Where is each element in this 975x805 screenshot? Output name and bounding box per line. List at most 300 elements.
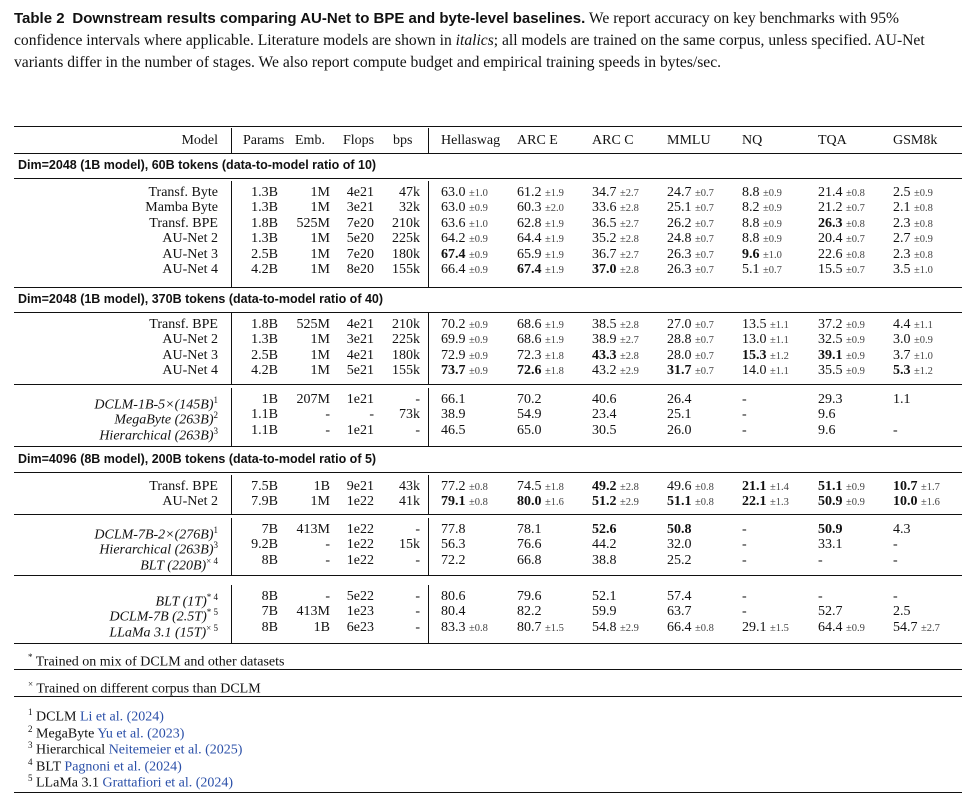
row-model-footnote: × 5 — [206, 622, 218, 633]
row-model: MegaByte $(263B)^2$ — [114, 410, 218, 429]
score-cell — [517, 363, 564, 380]
score-value: 13.0 — [742, 332, 767, 348]
table-rule — [14, 153, 962, 154]
caption-italics-word: italics — [455, 32, 494, 49]
score-cell — [441, 262, 488, 279]
reference-name: BLT — [36, 759, 61, 775]
score-ci: ±1.6 — [545, 497, 564, 509]
score-value: 54.8 — [592, 619, 617, 635]
row-emb: 1M — [310, 332, 330, 348]
table-row — [0, 604, 975, 626]
score-ci: ±0.8 — [914, 249, 933, 261]
score-value: - — [893, 589, 898, 604]
table-rule — [14, 696, 962, 697]
footnote-note — [28, 649, 284, 671]
score-cell — [441, 407, 466, 423]
score-value: 46.5 — [441, 422, 466, 438]
score-cell — [441, 537, 466, 553]
score-value: 26.4 — [667, 392, 692, 407]
score-value: 54.7 — [893, 619, 918, 635]
row-params: 7B — [261, 604, 278, 620]
score-value: 34.7 — [592, 185, 617, 200]
score-cell — [441, 363, 488, 380]
reference-number: 5 — [28, 773, 33, 783]
score-cell — [893, 494, 940, 511]
row-model-footnote: 3 — [213, 540, 218, 551]
score-value: 15.5 — [818, 262, 843, 277]
row-params: 2.5B — [251, 347, 278, 363]
score-ci: ±2.9 — [620, 366, 639, 378]
score-value: - — [818, 589, 823, 604]
score-value: 64.4 — [517, 231, 542, 247]
row-model: DCLM-$7B-2\times(276B)^1$ — [94, 525, 218, 543]
score-cell — [818, 392, 843, 408]
score-ci: ±1.0 — [469, 218, 488, 230]
row-flops: 4e21 — [346, 185, 374, 200]
score-value: 26.3 — [667, 262, 692, 277]
score-value: 26.0 — [667, 422, 692, 438]
score-cell — [893, 392, 911, 408]
score-cell — [517, 392, 542, 408]
score-ci: ±0.7 — [846, 234, 865, 246]
column-separator — [231, 388, 232, 446]
row-flops: 4e21 — [346, 317, 374, 332]
score-ci: ±1.7 — [921, 482, 940, 493]
score-value: 35.5 — [818, 363, 843, 379]
score-value: 38.9 — [441, 407, 466, 423]
score-value: 50.9 — [818, 522, 843, 537]
score-value: 66.1 — [441, 392, 466, 407]
table-rule — [14, 384, 962, 385]
table-row — [0, 522, 975, 543]
score-value: 51.1 — [667, 494, 692, 510]
score-ci: ±0.9 — [469, 234, 488, 246]
row-emb: 1B — [313, 619, 330, 635]
row-bps: 225k — [392, 332, 420, 348]
score-ci: ±0.7 — [695, 203, 714, 215]
score-ci: ±0.9 — [846, 366, 865, 378]
row-emb: 1B — [313, 479, 330, 494]
table-row — [0, 332, 975, 348]
score-cell — [517, 620, 564, 637]
score-value: 72.6 — [517, 363, 542, 379]
row-flops: 7e20 — [346, 246, 374, 262]
table-row — [0, 363, 975, 379]
score-cell — [592, 537, 617, 553]
table-row — [0, 185, 975, 201]
row-emb: 413M — [296, 522, 330, 537]
score-value: 72.2 — [441, 552, 466, 568]
score-cell — [893, 262, 933, 279]
table-row — [0, 348, 975, 364]
reference-number: 2 — [28, 723, 33, 734]
score-cell — [742, 604, 747, 620]
score-ci: ±1.9 — [545, 335, 564, 347]
row-emb: - — [325, 537, 330, 553]
score-ci: ±0.9 — [914, 188, 933, 199]
score-value: 33.1 — [818, 537, 843, 553]
score-ci: ±1.9 — [545, 218, 564, 230]
row-bps: 15k — [399, 537, 420, 553]
row-params: 1.8B — [251, 215, 278, 231]
row-model: LLaMa 3.1 $(15T)^{\times 5}$ — [109, 622, 218, 641]
score-ci: ±0.7 — [846, 203, 865, 215]
score-value: 66.4 — [441, 262, 466, 277]
score-ci: ±2.8 — [620, 320, 639, 331]
row-emb: - — [325, 407, 330, 423]
score-ci: ±0.7 — [695, 366, 714, 378]
score-value: 72.9 — [441, 347, 466, 363]
score-ci: ±2.9 — [620, 622, 639, 634]
section-title: Dim=2048 (1B model), 370B tokens (data-to-model ratio of 40) — [18, 292, 384, 306]
score-cell — [517, 522, 542, 538]
row-params: 1.3B — [251, 185, 278, 200]
row-params: 2.5B — [251, 246, 278, 262]
score-value: 67.4 — [517, 262, 542, 277]
score-value: 39.1 — [818, 347, 843, 363]
row-model-footnote: × 4 — [206, 555, 218, 566]
score-value: 21.4 — [818, 185, 843, 200]
score-value: 23.4 — [592, 407, 617, 423]
score-value: 9.6 — [818, 407, 836, 423]
score-ci: ±0.7 — [695, 335, 714, 347]
row-model: Transf. BPE — [149, 215, 218, 231]
score-cell — [893, 522, 911, 538]
table-rule — [14, 472, 962, 473]
score-ci: ±0.7 — [695, 350, 714, 362]
score-cell — [441, 392, 466, 408]
score-value: - — [742, 522, 747, 537]
row-emb: 1M — [310, 363, 330, 379]
score-value: 80.0 — [517, 494, 542, 510]
score-value: - — [742, 552, 747, 568]
row-bps: 41k — [399, 494, 420, 510]
score-ci: ±1.6 — [921, 497, 940, 509]
row-bps: 155k — [392, 262, 420, 277]
row-bps: - — [415, 552, 420, 568]
score-cell — [592, 423, 617, 439]
score-cell — [667, 392, 692, 408]
score-cell — [667, 423, 692, 439]
score-ci: ±1.9 — [545, 234, 564, 246]
row-flops: 1e22 — [346, 494, 374, 510]
column-separator — [231, 181, 232, 287]
row-emb: - — [325, 422, 330, 438]
score-value: 52.1 — [592, 589, 617, 604]
score-value: 60.3 — [517, 200, 542, 216]
score-value: 8.8 — [742, 185, 760, 200]
row-model-footnote: 3 — [213, 425, 218, 436]
score-ci: ±2.7 — [921, 622, 940, 634]
score-value: 61.2 — [517, 185, 542, 200]
row-bps: 210k — [392, 215, 420, 231]
row-emb: - — [325, 589, 330, 604]
header-benchmark: TQA — [818, 133, 847, 148]
score-value: 43.3 — [592, 347, 617, 363]
score-value: 28.8 — [667, 332, 692, 348]
reference-number: 1 — [28, 707, 33, 717]
score-ci: ±0.8 — [914, 218, 933, 230]
score-cell — [667, 522, 692, 538]
score-value: 33.6 — [592, 200, 617, 216]
section-title: Dim=2048 (1B model), 60B tokens (data-to-model ratio of 10) — [18, 158, 377, 172]
row-params: 1.3B — [251, 231, 278, 247]
column-separator — [428, 313, 429, 384]
score-ci: ±2.8 — [620, 265, 639, 276]
row-flops: 9e21 — [346, 479, 374, 494]
score-value: 54.9 — [517, 407, 542, 423]
row-model: Transf. BPE — [149, 317, 218, 332]
score-ci: ±0.8 — [846, 249, 865, 261]
row-model: AU-Net 4 — [162, 363, 218, 379]
score-value: 64.2 — [441, 231, 466, 247]
table-rule — [14, 575, 962, 576]
score-value: - — [893, 552, 898, 568]
score-ci: ±1.5 — [545, 622, 564, 634]
table-row — [0, 392, 975, 413]
score-cell — [441, 522, 466, 538]
score-cell — [818, 553, 823, 569]
score-cell — [742, 407, 747, 423]
score-cell — [893, 604, 911, 620]
score-cell — [667, 494, 714, 511]
score-value: 57.4 — [667, 589, 692, 604]
score-ci: ±1.8 — [545, 482, 564, 493]
score-value: 65.0 — [517, 422, 542, 438]
row-bps: - — [415, 392, 420, 407]
caption-label: Table 2 — [14, 10, 65, 27]
reference-citation: Li et al. (2024) — [79, 709, 164, 725]
score-cell — [667, 553, 692, 569]
score-value: 70.2 — [517, 392, 542, 407]
row-model: Transf. BPE — [149, 479, 218, 494]
score-ci: ±0.9 — [469, 265, 488, 276]
score-value: 24.7 — [667, 185, 692, 200]
score-ci: ±0.8 — [695, 622, 714, 634]
score-value: 38.9 — [592, 332, 617, 348]
footnote-text: Trained on different corpus than DCLM — [36, 681, 261, 697]
column-separator — [428, 585, 429, 643]
row-emb: 1M — [310, 246, 330, 262]
row-model: BLT $(220B)^{\times 4}$ — [140, 555, 218, 574]
row-bps: 73k — [399, 407, 420, 423]
score-cell — [517, 589, 542, 605]
score-ci: ±1.1 — [770, 320, 789, 331]
table-row — [0, 494, 975, 510]
reference-citation: Yu et al. (2023) — [97, 726, 185, 742]
score-cell — [818, 522, 843, 538]
score-cell — [517, 537, 542, 553]
score-ci: ±0.9 — [846, 335, 865, 347]
row-params: 4.2B — [251, 262, 278, 277]
reference-citation: Neitemeier et al. (2025) — [108, 742, 243, 758]
score-cell — [592, 363, 639, 380]
score-cell — [742, 494, 789, 511]
row-flops: - — [369, 407, 374, 423]
row-emb: 525M — [296, 215, 330, 231]
score-value: 49.2 — [592, 479, 617, 494]
row-model: AU-Net 2 — [162, 494, 218, 510]
score-ci: ±1.0 — [763, 249, 782, 261]
row-params: 9.2B — [251, 537, 278, 553]
score-value: 26.2 — [667, 215, 692, 231]
score-value: 3.7 — [893, 347, 911, 363]
score-value: 79.6 — [517, 589, 542, 604]
score-ci: ±0.9 — [763, 218, 782, 230]
score-cell — [517, 494, 564, 511]
score-value: 9.6 — [818, 422, 836, 438]
score-value: 2.7 — [893, 231, 911, 247]
score-cell — [893, 363, 933, 380]
score-cell — [742, 262, 782, 279]
score-cell — [893, 589, 898, 605]
score-ci: ±0.8 — [469, 622, 488, 634]
score-value: 35.2 — [592, 231, 617, 247]
score-cell — [667, 363, 714, 380]
score-value: 25.1 — [667, 200, 692, 216]
score-ci: ±0.9 — [846, 482, 865, 493]
score-cell — [742, 392, 747, 408]
column-separator — [231, 128, 232, 153]
score-value: 29.3 — [818, 392, 843, 407]
score-ci: ±1.9 — [545, 188, 564, 199]
score-value: - — [893, 422, 898, 438]
row-bps: - — [415, 522, 420, 537]
score-value: 51.2 — [592, 494, 617, 510]
score-value: 20.4 — [818, 231, 843, 247]
column-separator — [231, 475, 232, 514]
score-value: 22.6 — [818, 246, 843, 262]
footnote-mark: × — [28, 679, 34, 689]
score-cell — [818, 407, 836, 423]
table-rule — [14, 312, 962, 313]
score-ci: ±1.3 — [770, 497, 789, 509]
caption-text: We report accuracy on key benchmarks with 95% confidence intervals where applicable. Literature models are shown in — [14, 10, 899, 49]
row-flops: 8e20 — [346, 262, 374, 277]
score-cell — [592, 620, 639, 637]
header-benchmark: NQ — [742, 133, 763, 148]
score-ci: ±0.9 — [914, 335, 933, 347]
row-flops: 1e22 — [346, 537, 374, 553]
header-params: Params — [243, 133, 285, 148]
score-value: 52.7 — [818, 604, 843, 620]
score-cell — [517, 407, 542, 423]
score-value: 24.8 — [667, 231, 692, 247]
column-separator — [231, 585, 232, 643]
table-row — [0, 262, 975, 278]
score-value: 37.0 — [592, 262, 617, 277]
score-value: 63.0 — [441, 200, 466, 216]
score-ci: ±2.9 — [620, 497, 639, 509]
row-params: 1.8B — [251, 317, 278, 332]
row-flops: 3e21 — [346, 332, 374, 348]
row-emb: 413M — [296, 604, 330, 620]
row-bps: - — [415, 422, 420, 438]
score-cell — [592, 262, 639, 279]
score-cell — [441, 589, 466, 605]
row-model: Hierarchical $(263B)^3$ — [99, 540, 218, 559]
table-rule — [14, 792, 962, 793]
header-bps: bps — [393, 133, 413, 148]
score-value: 70.2 — [441, 317, 466, 332]
row-emb: 1M — [310, 200, 330, 216]
row-params: 1.1B — [251, 407, 278, 423]
score-ci: ±2.7 — [620, 188, 639, 199]
score-value: - — [742, 537, 747, 553]
score-cell — [441, 423, 466, 439]
score-value: 8.2 — [742, 200, 760, 216]
row-params: 4.2B — [251, 363, 278, 379]
row-params: 1.3B — [251, 332, 278, 348]
column-separator — [231, 518, 232, 575]
score-ci: ±0.9 — [469, 335, 488, 347]
table-rule — [14, 446, 962, 447]
table-row — [0, 589, 975, 610]
score-value: 2.3 — [893, 246, 911, 262]
score-value: 10.0 — [893, 494, 918, 510]
table-rule — [14, 126, 962, 127]
score-value: 82.2 — [517, 604, 542, 620]
score-value: 21.1 — [742, 479, 767, 494]
column-separator — [428, 388, 429, 446]
row-model: Transf. Byte — [148, 185, 218, 200]
section-title: Dim=4096 (8B model), 200B tokens (data-to-model ratio of 5) — [18, 452, 377, 466]
score-value: 67.4 — [441, 246, 466, 262]
score-cell — [667, 537, 692, 553]
row-bps: 180k — [392, 246, 420, 262]
row-bps: 180k — [392, 347, 420, 363]
score-ci: ±0.9 — [763, 188, 782, 199]
score-ci: ±0.7 — [695, 265, 714, 276]
row-params: 7.9B — [251, 494, 278, 510]
score-value: 64.4 — [818, 619, 843, 635]
row-model: AU-Net 3 — [162, 246, 218, 262]
score-value: 77.2 — [441, 479, 466, 494]
score-cell — [517, 604, 542, 620]
score-value: - — [742, 589, 747, 604]
row-flops: 5e20 — [346, 231, 374, 247]
score-value: 65.9 — [517, 246, 542, 262]
score-value: 77.8 — [441, 522, 466, 537]
score-cell — [818, 423, 836, 439]
score-value: 78.1 — [517, 522, 542, 537]
score-value: 43.2 — [592, 363, 617, 379]
score-ci: ±2.7 — [620, 218, 639, 230]
score-cell — [818, 363, 865, 380]
reference-name: MegaByte — [36, 726, 95, 742]
score-cell — [592, 604, 617, 620]
score-cell — [667, 589, 692, 605]
score-ci: ±0.7 — [695, 320, 714, 331]
row-params: 8B — [261, 552, 278, 568]
score-value: 36.5 — [592, 215, 617, 231]
score-ci: ±0.9 — [469, 249, 488, 261]
row-bps: 32k — [399, 200, 420, 216]
table-row — [0, 619, 975, 641]
score-cell — [818, 620, 865, 637]
score-cell — [592, 589, 617, 605]
row-bps: 155k — [392, 363, 420, 379]
score-value: 56.3 — [441, 537, 466, 553]
score-value: 49.6 — [667, 479, 692, 494]
row-flops: 3e21 — [346, 200, 374, 216]
table-row — [0, 537, 975, 559]
row-model-footnote: 1 — [213, 525, 218, 535]
score-cell — [517, 423, 542, 439]
score-value: 3.5 — [893, 262, 911, 277]
score-value: 69.9 — [441, 332, 466, 348]
score-value: - — [742, 422, 747, 438]
